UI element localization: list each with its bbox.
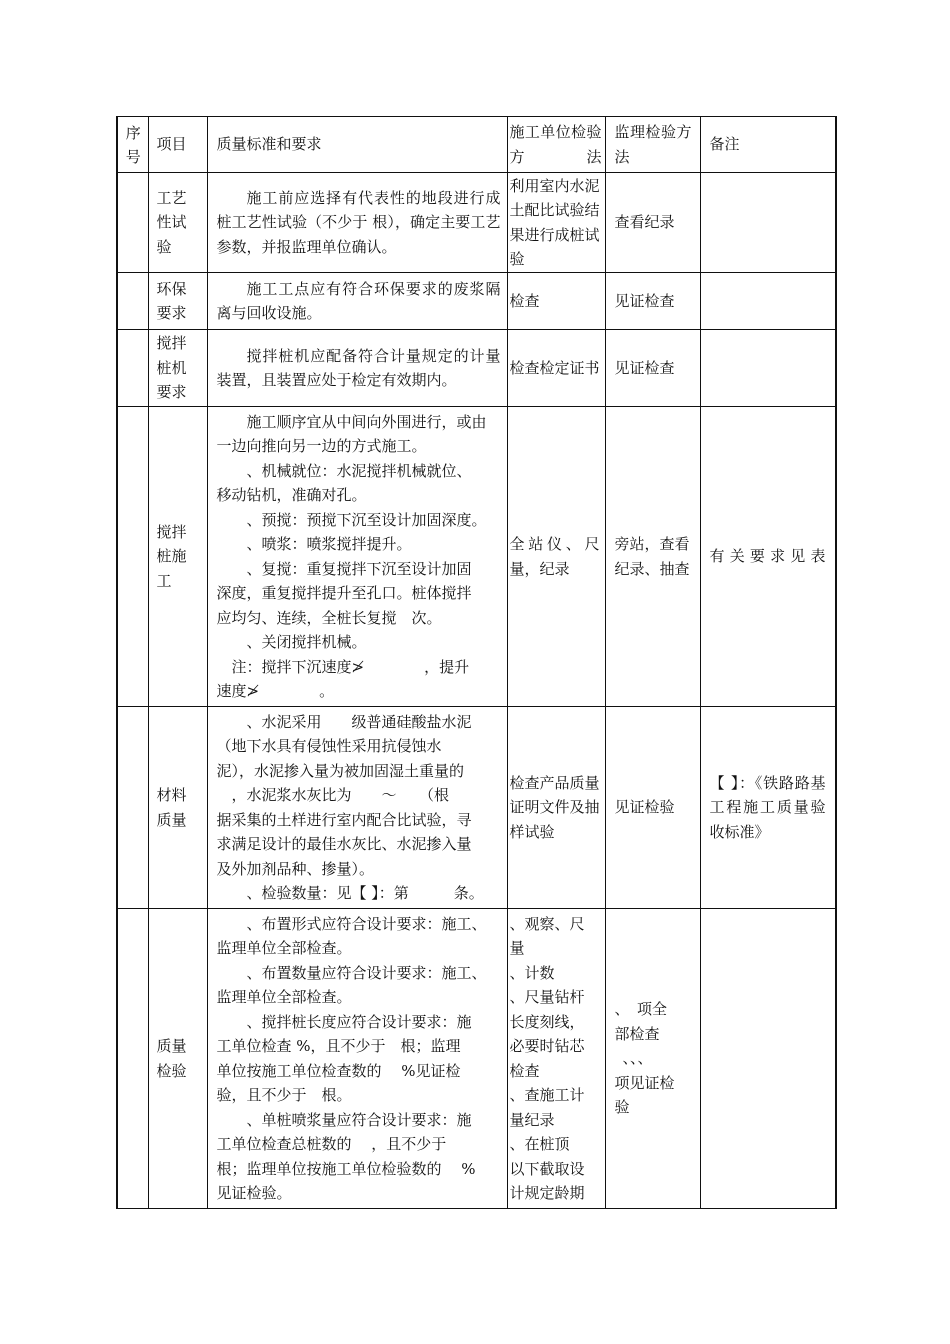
table-row (117, 273, 836, 330)
method-line: 计规定龄期 (509, 1184, 585, 1202)
standard-line: 验，且不少于 根。 (216, 1086, 352, 1104)
row-contractor-method: 检查检定证书 (507, 330, 605, 407)
row-supervisor-method: 见证检验 (605, 707, 700, 909)
standard-line: 、水泥采用 级普通硅酸盐水泥 (246, 712, 472, 731)
method-line: 、尺量钻杆 (509, 988, 585, 1006)
method-line: 验 (614, 1098, 630, 1117)
standard-line: 施工顺序宜从中间向外围进行，或由 (246, 412, 487, 431)
standard-line: 及外加剂品种、掺量）。 (216, 859, 375, 878)
standard-line: 监理单位全部检查。 (216, 939, 352, 957)
standard-line: 、单桩喷浆量应符合设计要求：施 (246, 1110, 472, 1129)
standard-line: 应均匀、连续，全桩长复搅 次。 (216, 608, 442, 627)
row-seq (117, 707, 148, 909)
standard-line: 、机械就位：水泥搅拌机械就位、 (246, 461, 472, 480)
table-row (117, 330, 836, 407)
row-contractor-method: 利用室内水泥土配比试验结果进行成桩试验 (507, 173, 605, 273)
row-supervisor-method: 查看纪录 (605, 173, 700, 273)
row-item: 工艺性试验 (148, 173, 207, 273)
row-contractor-method: 检查 (507, 273, 605, 330)
row-standard (207, 909, 507, 1209)
table-row (117, 407, 836, 707)
table-row (117, 707, 836, 909)
table-header-row (117, 117, 836, 173)
method-line: 长度刻线， (509, 1012, 585, 1031)
method-line: 检查 (509, 1061, 540, 1080)
row-supervisor-method: 旁站，查看纪录、抽查 (605, 407, 700, 707)
row-supervisor-method: 见证检查 (605, 273, 700, 330)
method-line: 、、、 (622, 1049, 653, 1068)
row-contractor-method: 全站仪、尺量，纪录 (507, 407, 605, 707)
row-standard (207, 707, 507, 909)
inspection-table (116, 116, 837, 1209)
method-line: 、 项全 (614, 1000, 668, 1019)
header-item: 项目 (148, 117, 207, 173)
standard-line: 见证检验。 (216, 1184, 292, 1202)
row-seq (117, 330, 148, 407)
method-line: 、计数 (509, 963, 555, 982)
row-remarks (700, 330, 836, 407)
header-standard: 质量标准和要求 (207, 117, 507, 173)
standard-line: 根；监理单位按施工单位检验数的 % (216, 1159, 476, 1178)
method-line: 、观察、尺 (509, 914, 585, 933)
row-item: 材料质量 (148, 707, 207, 909)
method-line: 量纪录 (509, 1110, 555, 1129)
standard-line: 、布置数量应符合设计要求：施工、 (246, 963, 487, 982)
method-line: 必要时钻芯 (509, 1037, 585, 1055)
method-line: 以下截取设 (509, 1159, 585, 1178)
header-supervisor-method: 监理检验方法 (605, 117, 700, 173)
row-seq (117, 273, 148, 330)
table-row (117, 173, 836, 273)
standard-line: 、关闭搅拌机械。 (246, 633, 367, 651)
header-seq: 序号 (117, 117, 148, 173)
row-remarks (700, 273, 836, 330)
row-supervisor-method (605, 909, 700, 1209)
header-contractor-method: 施工单位检验方法 (507, 117, 605, 173)
standard-line: 移动钻机，准确对孔。 (216, 486, 367, 504)
row-standard: 施工前应选择有代表性的地段进行成桩工艺性试验（不少于 根），确定主要工艺参数，并报监理单位确认。 (207, 173, 507, 273)
row-standard: 搅拌桩机应配备符合计量规定的计量装置，且装置应处于检定有效期内。 (207, 330, 507, 407)
row-contractor-method (507, 909, 605, 1209)
standard-line: 泥），水泥掺入量为被加固湿土重量的 (216, 761, 465, 780)
row-contractor-method: 检查产品质量证明文件及抽样试验 (507, 707, 605, 909)
standard-line: ，水泥浆水灰比为 ～ （根 (231, 786, 450, 804)
method-line: 项见证检 (614, 1073, 675, 1092)
row-seq (117, 909, 148, 1209)
header-remarks: 备注 (700, 117, 836, 173)
method-line: 、查施工计 (509, 1086, 585, 1104)
standard-line: 求满足设计的最佳水灰比、水泥掺入量 (216, 835, 472, 853)
standard-line: 、检验数量：见【 】：第 条。 (246, 884, 484, 902)
method-line: 量 (509, 939, 525, 957)
standard-line: 、预搅：预搅下沉至设计加固深度。 (246, 510, 487, 529)
method-line: 、在桩顶 (509, 1135, 570, 1153)
standard-line: 、复搅：重复搅拌下沉至设计加固 (246, 559, 472, 578)
row-seq (117, 407, 148, 707)
standard-line: 监理单位全部检查。 (216, 988, 352, 1006)
row-item: 质量检验 (148, 909, 207, 1209)
row-item: 搅拌桩施工 (148, 407, 207, 707)
standard-line: 单位按施工单位检查数的 %见证检 (216, 1061, 461, 1080)
row-standard (207, 407, 507, 707)
standard-line: 一边向推向另一边的方式施工。 (216, 437, 427, 455)
standard-line: 、搅拌桩长度应符合设计要求：施 (246, 1012, 472, 1031)
standard-line: 深度，重复搅拌提升至孔口。桩体搅拌 (216, 584, 472, 602)
row-remarks (700, 173, 836, 273)
standard-line: 工单位检查 %，且不少于 根；监理 (216, 1037, 461, 1055)
row-remarks: 有关要求见表 (700, 407, 836, 707)
row-supervisor-method: 见证检查 (605, 330, 700, 407)
standard-line: 工单位检查总桩数的 ，且不少于 (216, 1135, 447, 1153)
standard-line: 、布置形式应符合设计要求：施工、 (246, 914, 487, 933)
row-item: 环保要求 (148, 273, 207, 330)
row-seq (117, 173, 148, 273)
row-remarks (700, 909, 836, 1209)
standard-line: 据采集的土样进行室内配合比试验，寻 (216, 810, 472, 829)
table-row (117, 909, 836, 1209)
standard-line: 注：搅拌下沉速度≯ ，提升 (231, 657, 470, 676)
standard-line: 速度≯ 。 (216, 682, 335, 700)
row-remarks: 【 】：《铁路路基工程施工质量验收标准》 (700, 707, 836, 909)
standard-line: （地下水具有侵蚀性采用抗侵蚀水 (216, 737, 442, 755)
row-standard: 施工工点应有符合环保要求的废浆隔离与回收设施。 (207, 273, 507, 330)
standard-line: 、喷浆：喷浆搅拌提升。 (246, 535, 412, 553)
row-item: 搅拌桩机要求 (148, 330, 207, 407)
method-line: 部检查 (614, 1024, 660, 1043)
